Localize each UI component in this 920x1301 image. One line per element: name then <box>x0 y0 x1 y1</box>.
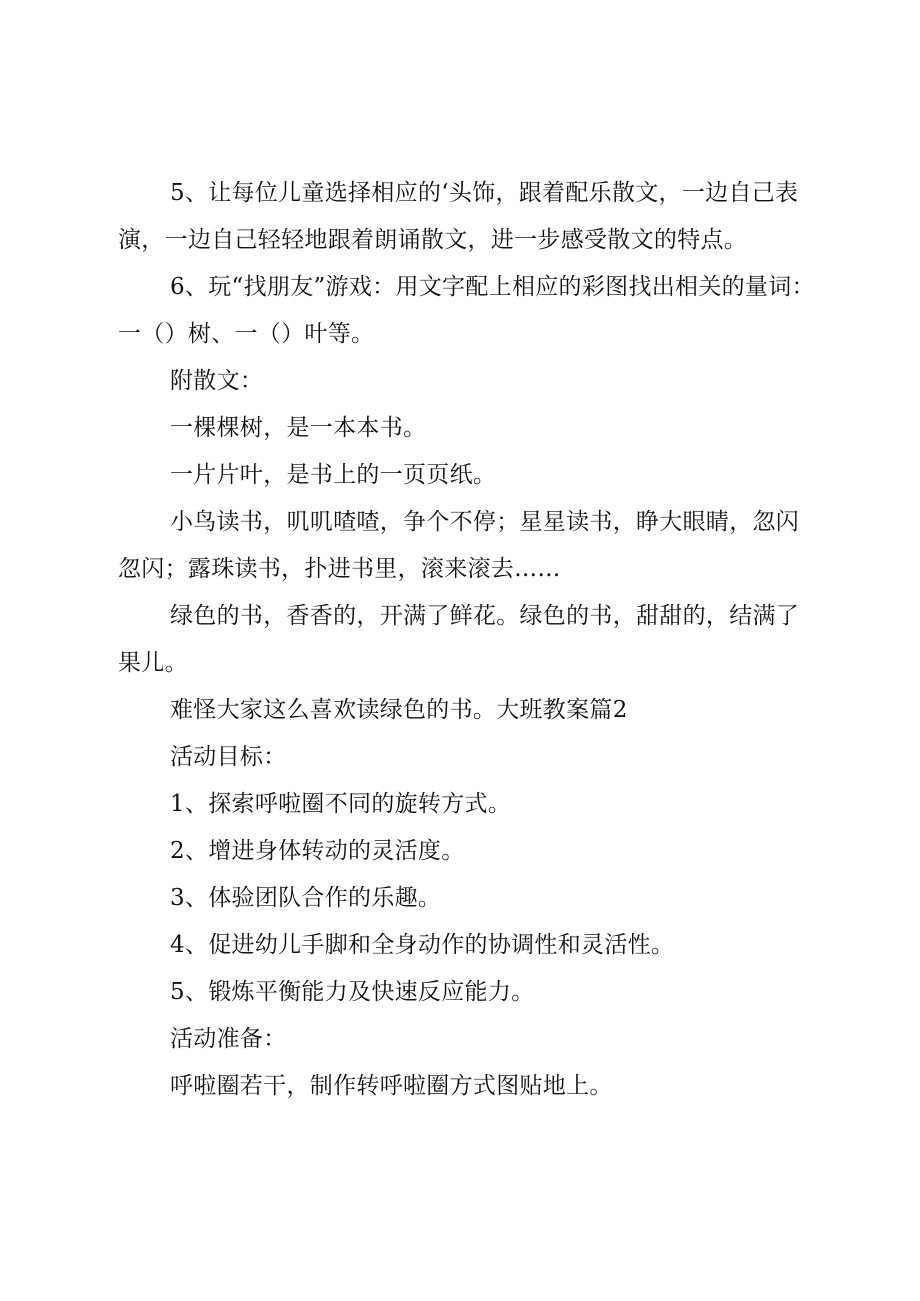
paragraph-prose-line-4: 绿色的书，香香的，开满了鲜花。绿色的书，甜甜的，结满了果儿。 <box>118 603 800 676</box>
paragraph-appendix-heading: 附散文： <box>170 368 264 394</box>
paragraph-prep-content: 呼啦圈若干，制作转呼啦圈方式图贴地上。 <box>170 1073 613 1099</box>
paragraph-goal-2: 2、增进身体转动的灵活度。 <box>170 838 465 864</box>
paragraph-goal-5: 5、锻炼平衡能力及快速反应能力。 <box>170 979 535 1005</box>
paragraph-prose-line-3: 小鸟读书，叽叽喳喳，争个不停；星星读书，睁大眼睛，忽闪忽闪；露珠读书，扑进书里，滚来滚去…… <box>118 509 800 582</box>
paragraph-step-6: 6、玩“找朋友”游戏：用文字配上相应的彩图找出相关的量词：一（）树、一（）叶等。 <box>118 274 815 347</box>
document-body <box>118 170 818 1110</box>
paragraph-goal-3: 3、体验团队合作的乐趣。 <box>170 885 442 911</box>
paragraph-prose-line-2: 一片片叶，是书上的一页页纸。 <box>170 462 497 488</box>
paragraph-goal-1: 1、探索呼啦圈不同的旋转方式。 <box>170 791 512 817</box>
paragraph-prose-line-5: 难怪大家这么喜欢读绿色的书。大班教案篇2 <box>170 697 628 723</box>
paragraph-goal-4: 4、促进幼儿手脚和全身动作的协调性和灵活性。 <box>170 932 675 958</box>
paragraph-prose-line-1: 一棵棵树，是一本本书。 <box>170 415 427 441</box>
paragraph-step-5: 5、让每位儿童选择相应的‘头饰，跟着配乐散文，一边自己表演，一边自己轻轻地跟着朗诵散文，进一步感受散文的特点。 <box>118 180 799 253</box>
paragraph-goals-heading: 活动目标： <box>170 744 287 770</box>
paragraph-prep-heading: 活动准备： <box>170 1026 287 1052</box>
